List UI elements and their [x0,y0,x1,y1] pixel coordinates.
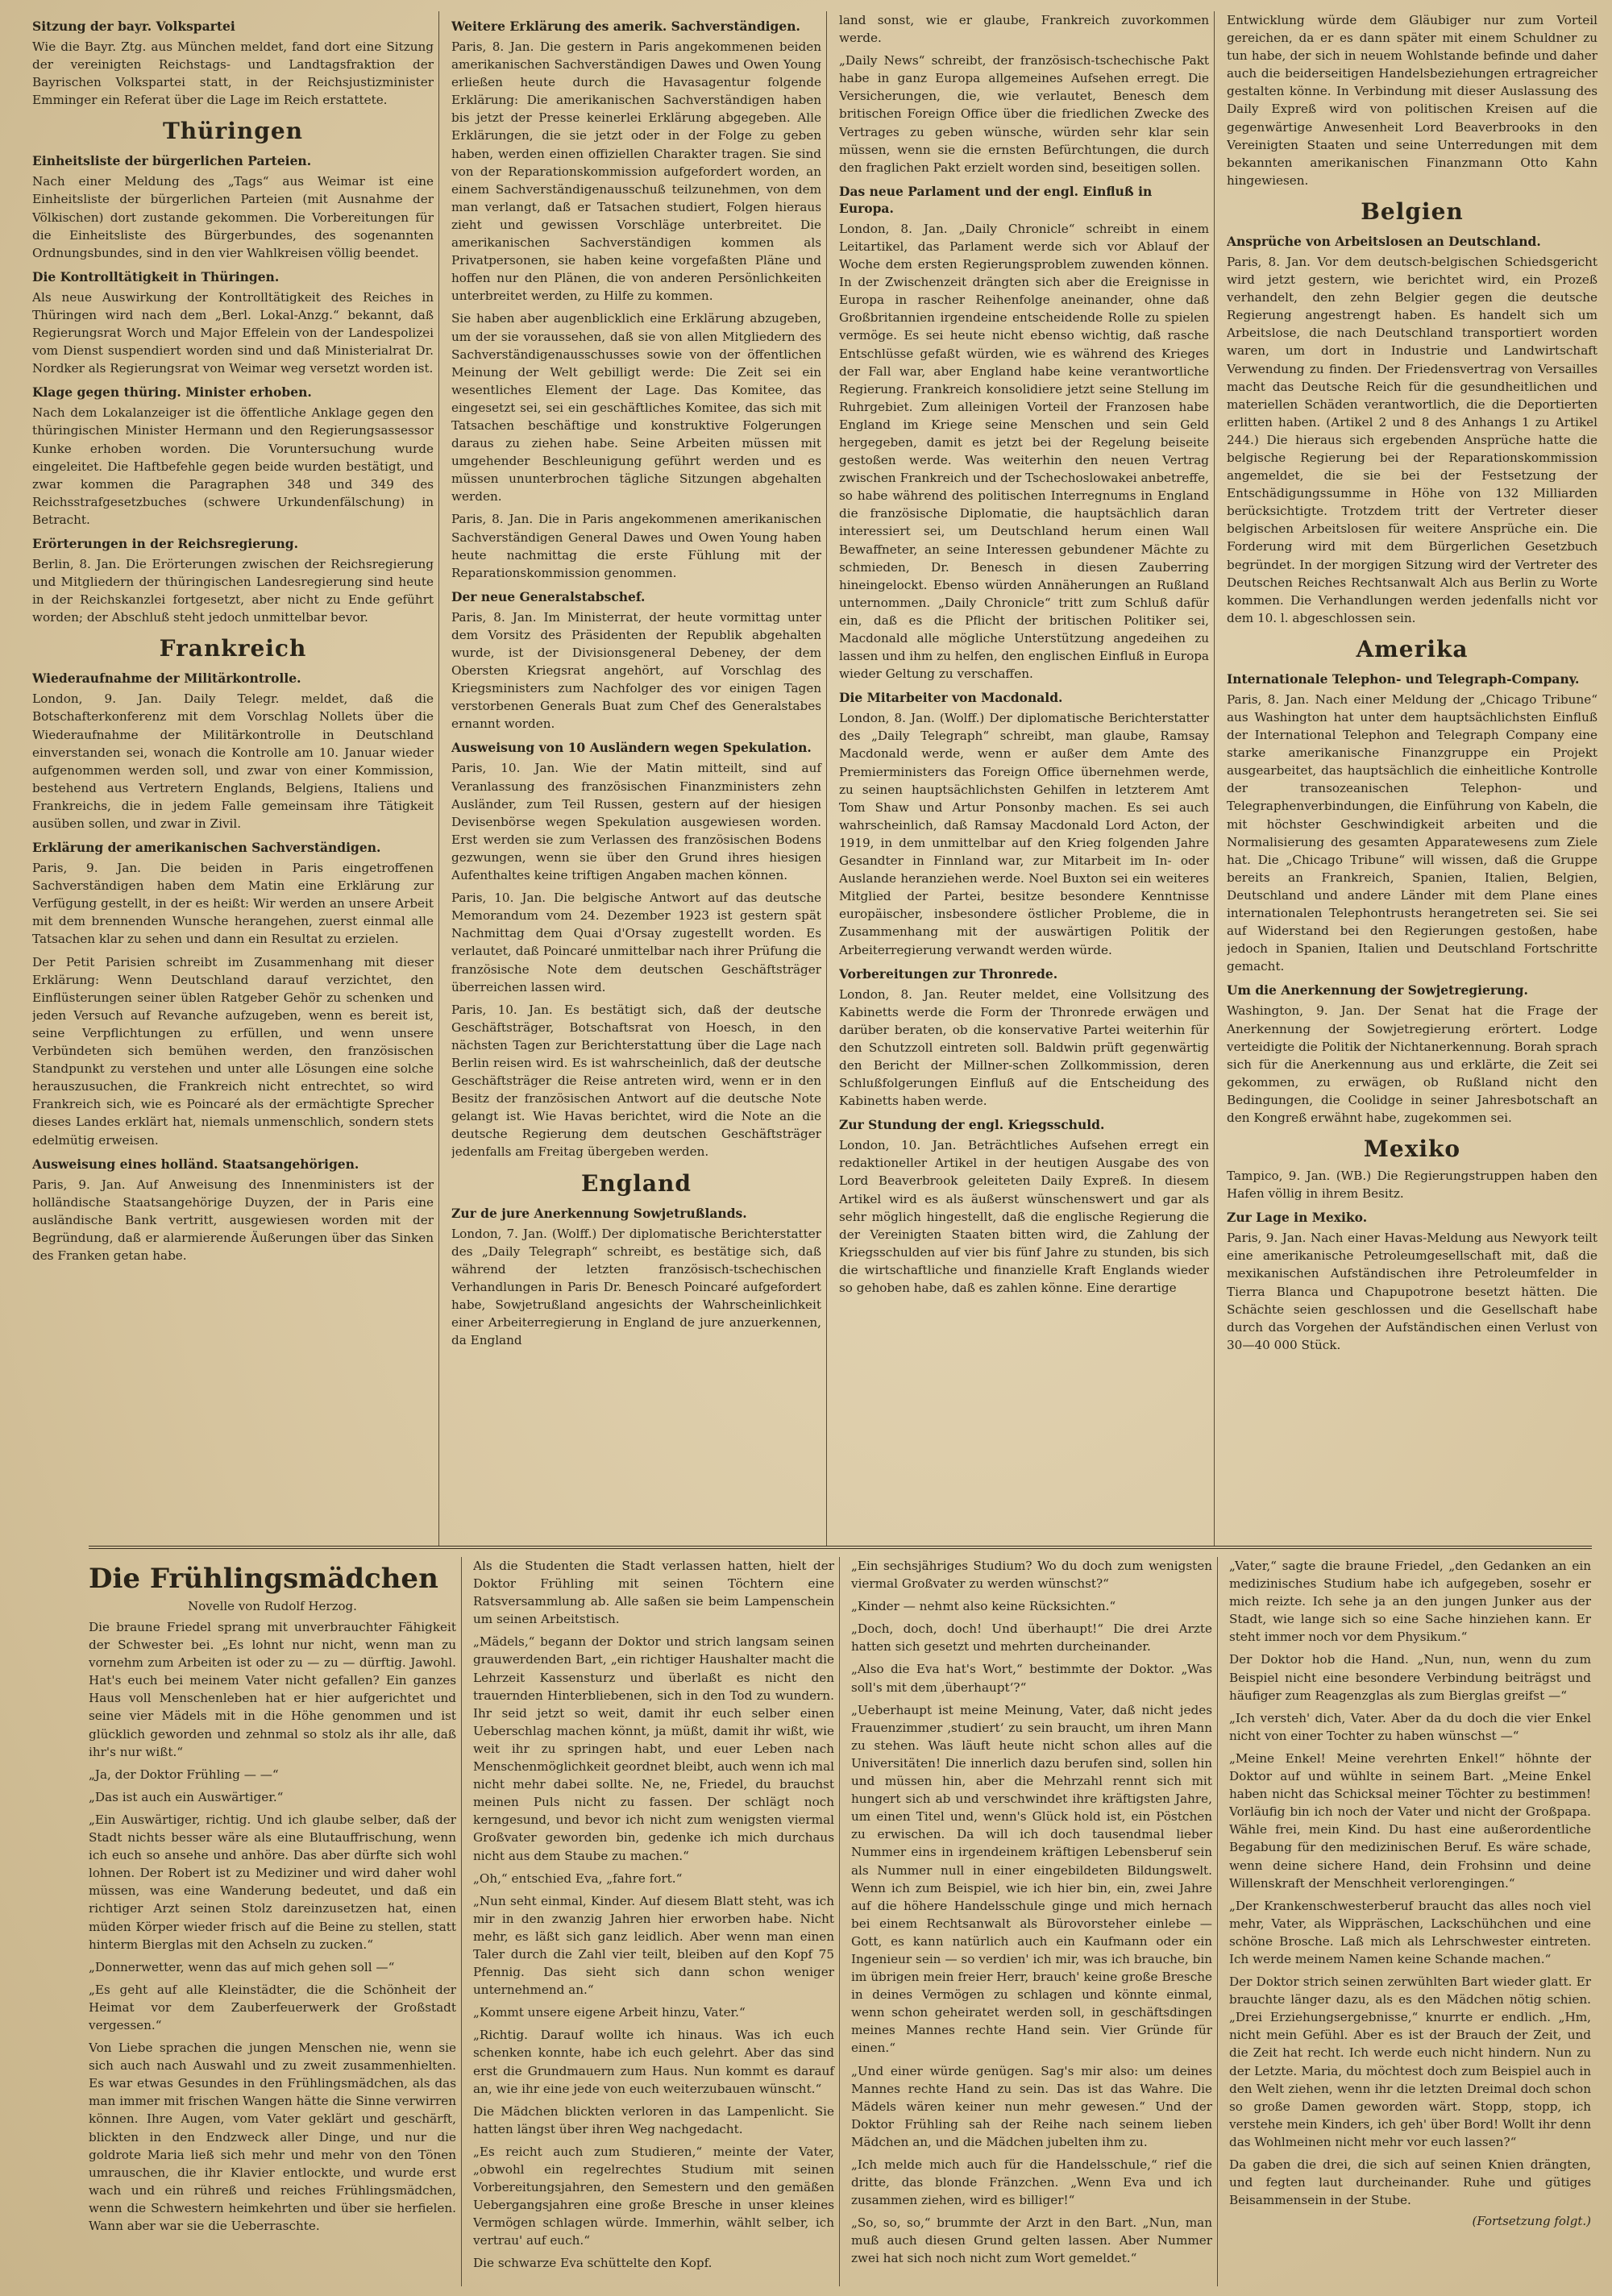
heading: Weitere Erklärung des amerik. Sachverständigen. [451,19,800,34]
paragraph: Paris, 8. Jan. Im Ministerrat, der heute vormittag unter dem Vorsitz des Präsidenten der Republik abgehalten wurde, ist der Divisionsgeneral Debeney, der dem Obersten Kriegsrat angehört, auf Vorschlag des Kriegsministers zum Nachfolger des vor einigen Tagen verstorbenen Generals Buat zum Chef des Generalstabes ernannt worden. [451,609,821,732]
heading: Wiederaufnahme der Militärkontrolle. [32,671,301,687]
paragraph: Paris, 8. Jan. Die in Paris angekommenen amerikanischen Sachverständigen General Dawes und Owen Young haben heute nachmittag die erste Fühlung mit der Reparationskommission genommen. [451,512,821,580]
paragraph: London, 9. Jan. Daily Telegr. meldet, daß die Botschafterkonferenz mit dem Vorschlag Nollets über die Wiederaufnahme der Militärkontrolle in Deutschland einverstanden sei, wonach die Kontrolle am 10. Januar wieder aufgenommen werden soll, und zwar von einer Kommission, bestehend aus Vertretern Englands, Belgiens, Italiens und Frankreichs, die in jedem Falle gemeinsam ihre Tätigkeit ausüben sollen, und zwar in Zivil. [32,691,434,831]
paragraph: „Es geht auf alle Kleinstädter, die die Schönheit der Heimat vor dem Zauberfeuerwerk der Großstadt vergessen.“ [89,1982,456,2032]
paragraph: „Oh,“ entschied Eva, „fahre fort.“ [473,1870,683,1886]
heading: Sitzung der bayr. Volkspartei [32,19,235,34]
feuilleton [89,1557,1596,2286]
paragraph: London, 10. Jan. Beträchtliches Aufsehen erregt ein redaktioneller Artikel in der heutigen Ausgabe des von Lord Beaverbrook geleiteten Daily Expreß. In diesem Artikel wird es als äußerst wünschenswert und gar als sehr möglich hingestellt, daß die englische Regierung die der Vereinigten Staaten bitten wird, die Zahlung der Kriegsschulden auf vier bis fünf Jahre zu stunden, bis sich die wirtschaftliche und finanzielle Kraft Englands wieder so gehoben habe, daß es zahlen könne. Eine derartige [839,1138,1209,1295]
story-byline: Novelle von Rudolf Herzog. [188,1599,357,1613]
news-columns [32,11,1604,1547]
heading: Erklärung der amerikanischen Sachverständigen. [32,840,381,856]
paragraph: „Ueberhaupt ist meine Meinung, Vater, daß nicht jedes Frauenzimmer ‚studiert‘ zu sein braucht, um ihren Mann zu stehen. Was läuft heute nicht schon alles auf die Universitäten! Die innerlich dazu berufen sind, sollen hin und müssen hin, aber die Mehrzahl rennt sich mit hungert sich ab und verschwindet ihre kräftigsten Jahre, um einen Titel und, wenn's Glück hold ist, ein Pöstchen zu erwischen. Da will ich doch tausendmal lieber Nummer eins in irgendeinem kräftigen Lebensberuf sein als Nummer null in einer eingebildeten Bildungswelt. Wenn ich zum Beispiel, wie ich hier bin, ein, zwei Jahre auf die höhere Handelsschule ginge und mich hernach bei einem Rechtsanwalt als Bürovorsteher einlebe — Gott, es kann natürlich auch ein Kaufmann oder ein Ingenieur sein — so verdien' ich mir, was ich brauche, bin im übrigen mein freier Herr, brauch' keine große Bresche in deines Vermögen zu schlagen und könnte einmal, wenn schon geheiratet werden soll, in geschäftsdingen meines Mannes rechte Hand sein. Vier Gründe für einen.“ [851,1702,1212,2056]
paragraph: Die braune Friedel sprang mit unverbrauchter Fähigkeit der Schwester bei. „Es lohnt nur nicht, wenn man zu vornehm zum Arbeiten ist oder zu — zu — dürftig. Jawohl. Hat's euch bei meinem Vater nicht gefallen? Ein ganzes Haus voll Menschenleben hat er hier aufgerichtet und seine vier Mädels mit in die Höhe genommen und ist glücklich geworden und zehnmal so stolz als ihr alle, daß ihr's nur wißt.“ [89,1620,456,1759]
heading: Erörterungen in der Reichsregierung. [32,535,299,551]
paragraph: Die Mädchen blickten verloren in das Lampenlicht. Sie hatten längst über ihren Weg nachgedacht. [473,2103,834,2136]
paragraph: London, 8. Jan. Reuter meldet, eine Vollsitzung des Kabinetts werde die Form der Thronrede erwägen und darüber beraten, ob die konservative Partei weiterhin für den Schutzzoll eintreten soll. Baldwin prüft gegenwärtig den Bericht der Millner-schen Zollkommission, deren Schlußfolgerungen Einfluß auf die Entscheidung des Kabinetts haben werde. [839,986,1209,1109]
section-title-frankreich: Frankreich [159,635,307,662]
heading: Zur Lage in Mexiko. [1227,1210,1368,1226]
paragraph: Paris, 9. Jan. Nach einer Havas-Meldung aus Newyork teilt eine amerikanische Petroleumgesellschaft mit, daß die mexikanischen Aufständischen ihre Petroleumfelder in Tierra Blanca und Chapupotrone besetzt hätten. Die Schächte seien geschlossen und die Gesellschaft habe durch das Vorgehen der Aufständischen einen Verlust von 30—40 000 Stück. [1227,1231,1597,1352]
paragraph: Paris, 8. Jan. Nach einer Meldung der „Chicago Tribune“ aus Washington hat unter dem hauptsächlichsten Einfluß der International Telephon and Telegraph Company eine starke amerikanische Finanzgruppe ein Projekt ausgearbeitet, das hauptsächlich die einheitliche Kontrolle der transozeanischen Telephon- und Telegraphenverbindungen, die Einführung von Kabeln, die mit höchster Geschwindigkeit arbeiten und die Normalisierung des gesamten Apparatewesens zum Ziele hat. Die „Chicago Tribune“ will wissen, daß die Gruppe bereits an Frankreich, Spanien, Italien, Belgien, Deutschland und andere Länder mit dem Plane eines internationalen Telephontrusts herangetreten sei. Sie sei auf Widerstand bei den Regierungen gestoßen, habe jedoch in Spanien, Italien und Deutschland Fortschritte gemacht. [1227,691,1597,974]
paragraph: Als neue Auswirkung der Kontrolltätigkeit des Reiches in Thüringen wird nach dem „Berl. Lokal-Anzg.“ bekannt, daß Regierungsrat Worch und Major Effelein von der Landespolizei vom Dienst suspendiert worden sind und daß Ministerialrat Dr. Nordker als Regierungsrat von Weimar weg versetzt worden ist. [32,289,434,376]
paragraph: „Das ist auch ein Auswärtiger.“ [89,1789,284,1804]
paragraph: „Kinder — nehmt also keine Rücksichten.“ [851,1599,1116,1614]
column-3 [839,11,1215,1547]
story-column-4 [1229,1557,1596,2286]
paragraph: „Es reicht auch zum Studieren,“ meinte der Vater, „obwohl ein regelrechtes Studium mit seinen Vorbereitungsjahren, den Semestern und den gemäßen Uebergangsjahren eine große Bresche in unser kleines Vermögen schlagen würde. Immerhin, wählt selber, ich vertrau' auf euch.“ [473,2144,834,2248]
paragraph: „Mädels,“ begann der Doktor und strich langsam seinen grauwerdenden Bart, „ein richtiger Haushalter macht die Lehrzeit Kassensturz und überlaßt es nicht den trauernden Hinterbliebenen, sich in den Tod zu wundern. Ihr seid jetzt so weit, damit ihr euch selber einen Ueberschlag machen könnt, ja müßt, damit ihr wißt, wie weit ihr zu springen habt, und euer Leben nach Menschenmöglichkeit geordnet bleibt, auch wenn ich mal nicht mehr dabei sollte. Ne, ne, Friedel, du brauchst meinen Puls nicht zu fassen. Der schlägt noch kerngesund, und bevor ich nicht zum wenigsten viermal Großvater geworden bin, gedenke ich mich durchaus nicht aus dem Staube zu machen.“ [473,1634,834,1863]
section-title-mexiko: Mexiko [1363,1136,1461,1163]
paragraph: „Meine Enkel! Meine verehrten Enkel!“ höhnte der Doktor auf und wühlte in seinem Bart. „Meine Enkel haben nicht das Schicksal meiner Töchter zu bestimmen! Vorläufig bin ich noch der Vater und nicht der Großpapa. Wähle frei, mein Kind. Du hast eine außerordentliche Begabung für den medizinischen Beruf. Es wäre schade, wenn deine sichere Hand, dein Frohsinn und deine Willenskraft der Menschheit verlorengingen.“ [1229,1750,1591,1891]
paragraph: „Und einer würde genügen. Sag's mir also: um deines Mannes rechte Hand zu sein. Das ist das Wahre. Die Mädels wären keiner nun mehr gewesen.“ Und der Doktor Frühling sah der Reihe nach seinem lieben Mädchen an, und die Mädchen jubelten ihm zu. [851,2063,1212,2149]
paragraph: Der Doktor hob die Hand. „Nun, nun, wenn du zum Beispiel nicht eine besondere Verbindung beiträgst und häufiger zum Reagenzglas als zum Bierglas greifst —“ [1229,1652,1591,1703]
paragraph: Wie die Bayr. Ztg. aus München meldet, fand dort eine Sitzung der vereinigten Reichstags- und Landtagsfraktion der Bayrischen Volkspartei statt, in der Reichsjustizminister Emminger ein Referat über die Lage im Reich erstattete. [32,39,434,108]
paragraph: Paris, 8. Jan. Vor dem deutsch-belgischen Schiedsgericht wird jetzt gestern, wie berichtet wird, ein Prozeß verhandelt, den zehn Belgier gegen die deutsche Regierung angestrengt haben. Es handelt sich um Arbeitslose, die nach Deutschland transportiert worden waren, um dort in Industrie und Landwirtschaft Verwendung zu finden. Der Friedensvertrag von Versailles macht das Deutsche Reich für die gesundheitlichen und materiellen Schäden verantwortlich, die die Deportierten erlitten haben. (Artikel 2 und 8 des Anhangs 1 zu Artikel 244.) Die hieraus sich ergebenden Ansprüche hatte die belgische Regierung bei der Reparationskommission angemeldet, die sie bei der Festsetzung der Entschädigungssumme in Höhe von 132 Milliarden berücksichtigte. Trotzdem tritt der Vertreter dieser belgischen Arbeitslosen für weitere Ansprüche ein. Die Forderung wird mit dem Bürgerlichen Gesetzbuch begründet. In der morgigen Sitzung wird der Vertreter des Deutschen Reiches Rechtsanwalt Alch aus Berlin zu Worte kommen. Die Verhandlungen werden jedenfalls nicht vor dem 10. l. abgeschlossen sein. [1227,254,1597,625]
paragraph: Paris, 9. Jan. Auf Anweisung des Innenministers ist der holländische Staatsangehörige Duyzen, der in Paris eine ausländische Bank vertritt, ausgewiesen worden mit der Begründung, daß er alarmierende Äußerungen über das Sinken des Franken getan habe. [32,1177,434,1263]
column-4 [1227,11,1602,1547]
heading: Klage gegen thüring. Minister erhoben. [32,384,312,401]
paragraph: „Ich versteh' dich, Vater. Aber da du doch die vier Enkel nicht von einer Tochter zu haben wünschst —“ [1229,1710,1591,1743]
heading: Um die Anerkennung der Sowjetregierung. [1227,982,1528,999]
paragraph: Paris, 10. Jan. Wie der Matin mitteilt, sind auf Veranlassung des französischen Finanzministers zehn Ausländer, zum Teil Russen, gestern auf der hiesigen Devisenbörse wegen Spekulation ausgewiesen worden. Erst werden sie zum Verlassen des französischen Bodens gezwungen, wenn sie über den Grund ihres hiesigen Aufenthaltes keine triftigen Angaben machen können. [451,761,821,883]
paragraph: Der Doktor strich seinen zerwühlten Bart wieder glatt. Er brauchte länger dazu, als es den Mädchen nötig schien. „Drei Erziehungsergebnisse,“ knurrte er endlich. „Hm, nicht mein Gefühl. Aber es ist der Brauch der Zeit, und die Zeit hat recht. Ich werde euch nicht hindern. Nun zu der Letzte. Maria, du möchtest doch zum Beispiel auch in den Welt ziehen, wenn ihr die letzten Dreimal doch schon so große Damen geworden wärt. Stopp, stopp, ich verstehe mein Kinders, ich geh' über Bord! Wollt ihr denn das Wohlmeinen nicht mehr vor euch lassen?“ [1229,1974,1591,2149]
paragraph: Paris, 8. Jan. Die gestern in Paris angekommenen beiden amerikanischen Sachverständigen Dawes und Owen Young erließen heute durch die Havasagentur folgende Erklärung: Die amerikanischen Sachverständigen haben bis jetzt der Presse keinerlei Erklärung abgegeben. Alle Erklärungen, die sie jetzt oder in der Folge zu geben haben, werden einen offiziellen Charakter tragen. Sie sind von der Reparationskommission aufgefordert worden, an einem Sachverständigenausschuß teilzunehmen, von dem man verlangt, daß er Tatsachen studiert, Folgen hieraus zieht und gewissen Vorschläge unterbreitet. Die amerikanischen Sachverständigen kommen als Privatpersonen, sie haben keine vorgefaßten Pläne und hoffen nur den Plänen, die von anderen Persönlichkeiten unterbreitet werden, zu Hilfe zu kommen. [451,39,821,304]
paragraph: Sie haben aber augenblicklich eine Erklärung abzugeben, um der sie voraussehen, daß sie von allen Mitgliedern des Sachverständigenausschusses sowie von der öffentlichen Meinung der Welt gebilligt werde: Die Zeit sei ein wesentliches Element der Lage. Das Komitee, das eingesetzt sei, sei ein geschäftliches Komitee, das sich mit Tatsachen beschäftige und konstruktive Folgerungen daraus zu ziehen habe. Seine Arbeiten müssen mit umgehender Beschleunigung geführt werden und es müssen ununterbrochen tägliche Sitzungen abgehalten werden. [451,311,821,504]
paragraph: „Ein Auswärtiger, richtig. Und ich glaube selber, daß der Stadt nichts besser wäre als eine Blutauffrischung, wenn ich euch so ansehe und anhöre. Das aber dürfte sich wohl lohnen. Der Robert ist zu Mediziner und wird daher wohl müssen, was eine Wanderung bedeutet, und daß ein richtiger Arzt seinen Stolz dareinzusetzen hat, einen müden Körper wieder frisch auf die Beine zu stellen, statt hinterm Bierglas mit den Achseln zu zucken.“ [89,1812,456,1952]
paragraph: Da gaben die drei, die sich auf seinen Knien drängten, und fegten laut durcheinander. Ruhe und gütiges Beisammensein in der Stube. [1229,2157,1591,2208]
paragraph: Tampico, 9. Jan. (WB.) Die Regierungstruppen haben den Hafen völlig in ihrem Besitz. [1227,1169,1597,1202]
heading: Die Kontrolltätigkeit in Thüringen. [32,268,280,284]
heading: Internationale Telephon- und Telegraph-Company. [1227,671,1580,687]
paragraph: „Daily News“ schreibt, der französisch-tschechische Pakt habe in ganz Europa allgemeines Aufsehen erregt. Die Versicherungen, die, wie verlautet, Benesch dem britischen Foreign Office über die friedlichen Zwecke des Vertrages zu geben wünsche, würden sehr klar sein müssen, wenn sie die ernsten Befürchtungen, die durch den fraglichen Pakt erzielt worden sind, beseitigen sollen. [839,53,1209,175]
column-2 [451,11,827,1547]
paragraph: Washington, 9. Jan. Der Senat hat die Frage der Anerkennung der Sowjetregierung erörtert. Lodge verteidigte die Politik der Nichtanerkennung. Borah sprach sich für die Anerkennung aus und erklärte, die Zeit sei gekommen, zu erwägen, ob Rußland nicht den Bedingungen, die Coolidge in seiner Jahresbotschaft an den Kongreß erwähnt habe, zugekommen sei. [1227,1003,1597,1125]
heading: Ansprüche von Arbeitslosen an Deutschland. [1227,233,1541,249]
section-title-belgien: Belgien [1361,197,1464,225]
heading: Einheitsliste der bürgerlichen Parteien. [32,153,312,169]
paragraph: Der Petit Parisien schreibt im Zusammenhang mit dieser Erklärung: Wenn Deutschland darauf verzichtet, den Einflüsterungen seiner üblen Ratgeber Gehör zu schenken und jeden Versuch auf Revanche aufzugeben, wenn es bereit ist, seine Verpflichtungen zu erfüllen, und wenn unsere Verbündeten sich bemühen werden, den französischen Standpunkt zu verstehen und unter alle Lösungen eine solche herauszusuchen, die Frankreich nicht entrechtet, so wird Frankreich sich, wie es Poincaré als der ermächtigte Sprecher dieses Landes erklärt hat, niemals unmenschlich, sondern stets edelmütig erweisen. [32,954,434,1148]
paragraph: „Ich melde mich auch für die Handelsschule,“ rief die dritte, das blonde Fränzchen. „Wenn Eva und ich zusammen ziehen, wird es billiger!“ [851,2157,1212,2208]
paragraph: Von Liebe sprachen die jungen Menschen nie, wenn sie sich auch nach Auswahl und zu zweit zusammenhielten. Es war etwas Gesundes in den Frühlingsmädchen, als das man immer mit frischen Wangen hätte die Sinne verwirren können. Ihre Augen, vom Vater geklärt und geschärft, blickten in den Endzweck aller Dinge, und nur die goldrote Maria ließ sich mehr und mehr von den Tönen umrauschen, die ihr Klavier entlockte, und wurde erst wach und ein rühreß und reiches Frühlingsmädchen, wenn die Schwestern heimkehrten und über sie herfielen. Wann aber war sie die Ueberraschte. [89,2041,456,2233]
paragraph: Nach einer Meldung des „Tags“ aus Weimar ist eine Einheitsliste der bürgerlichen Parteien (mit Ausnahme der Völkischen) dort zustande gekommen. Die Vorbereitungen für die Einheitsliste des Bürgerbundes, des sogenannten Ordnungsbundes, sind in den vier Wahlkreisen völlig beendet. [32,174,434,260]
story-column-3 [851,1557,1218,2286]
paragraph: „Der Krankenschwesterberuf braucht das alles noch viel mehr, Vater, als Wippräschen, Lackschühchen und eine schöne Brosche. Laß mich als Lehrschwester eintreten. Ich werde meinem Namen keine Schande machen.“ [1229,1898,1591,1966]
paragraph: „Donnerwetter, wenn das auf mich gehen soll —“ [89,1959,395,1974]
paragraph: „Richtig. Darauf wollte ich hinaus. Was ich euch schenken konnte, habe ich euch gelehrt. Aber das sind erst die Grundmauern zum Haus. Nun kommt es darauf an, wie ihr eine jede von euch weiterzubauen wünscht.“ [473,2028,834,2096]
paragraph: „Nun seht einmal, Kinder. Auf diesem Blatt steht, was ich mir in den zwanzig Jahren hier erworben habe. Nicht mehr, es läßt sich ganz leidlich. Aber wenn man einen Taler durch die Zahl vier teilt, bleiben auf den Kopf 75 Pfennig. Das sieht sich dann schon weniger unternehmend an.“ [473,1893,834,1998]
paragraph: „Vater,“ sagte die braune Friedel, „den Gedanken an ein medizinisches Studium habe ich aufgegeben, sosehr er mich reizte. Ich sehe ja an den jungen Junker aus der Stadt, wie lange sich so eine Sache hinziehen kann. Er steht immer noch vor dem Physikum.“ [1229,1559,1591,1645]
continuation-note: (Fortsetzung folgt.) [1472,2214,1591,2229]
paragraph: „Also die Eva hat's Wort,“ bestimmte der Doktor. „Was soll's mit dem ‚überhaupt‘?“ [851,1662,1212,1695]
heading: Ausweisung eines holländ. Staatsangehörigen. [32,1156,359,1172]
paragraph: Paris, 10. Jan. Die belgische Antwort auf das deutsche Memorandum vom 24. Dezember 1923 ist gestern spät Nachmittag dem Quai d'Orsay zugestellt worden. Es verlautet, daß Poincaré unmittelbar nach ihrer Prüfung die französische Note dem deutschen Geschäftsträger überreichen lassen wird. [451,891,821,994]
feuilleton-divider [89,1546,1592,1549]
heading: Zur de jure Anerkennung Sowjetrußlands. [451,1205,747,1221]
paragraph: Die schwarze Eva schüttelte den Kopf. [473,2256,713,2271]
heading: Das neue Parlament und der engl. Einfluß in Europa. [839,183,1153,216]
paragraph: „So, so, so,“ brummte der Arzt in den Bart. „Nun, man muß auch diesen Grund gelten lassen. Aber Nummer zwei hat sich noch nicht zum Wort gemeldet.“ [851,2215,1212,2266]
paragraph: „Ja, der Doktor Frühling — —“ [89,1767,279,1782]
story-column-2 [473,1557,840,2286]
paragraph: Als die Studenten die Stadt verlassen hatten, hielt der Doktor Frühling mit seinen Töchtern eine Ratsversammlung ab. Alle saßen sie beim Lampenschein um seinen Arbeitstisch. [473,1559,834,1627]
column-1 [32,11,439,1547]
story-title: Die Frühlingsmädchen [89,1563,438,1595]
section-title-amerika: Amerika [1356,635,1469,662]
paragraph: Paris, 10. Jan. Es bestätigt sich, daß der deutsche Geschäftsträger, Botschaftsrat von Hoesch, in den nächsten Tagen zur Berichterstattung über die Lage nach Berlin reisen wird. Es ist wahrscheinlich, daß der deutsche Geschäftsträger die Reise antreten wird, wenn er in den Besitz der französischen Antwort auf die deutsche Note gelangt ist. Wie Havas berichtet, wird die Note an die deutsche Regierung dem deutschen Geschäftsträger jedenfalls am Freitag übergeben werden. [451,1002,821,1160]
heading: Ausweisung von 10 Ausländern wegen Spekulation. [451,740,812,756]
heading: Zur Stundung der engl. Kriegsschuld. [839,1117,1105,1133]
section-title-thueringen: Thüringen [162,118,304,145]
paragraph: „Doch, doch, doch! Und überhaupt!“ Die drei Arzte hatten sich gesetzt und mehrten durcheinander. [851,1621,1212,1655]
story-column-1 [89,1557,462,2286]
heading: Der neue Generalstabschef. [451,588,646,604]
paragraph: Nach dem Lokalanzeiger ist die öffentliche Anklage gegen den thüringischen Minister Hermann und den Regierungsassessor Kunke erhoben worden. Die Voruntersuchung wurde eingeleitet. Die Haftbefehle gegen beide wurden bestätigt, und zwar kommen die Paragraphen 348 und 349 des Reichsstrafgesetzbuches (schwere Urkundenfälschung) in Betracht. [32,405,434,527]
paragraph: London, 8. Jan. (Wolff.) Der diplomatische Berichterstatter des „Daily Telegraph“ schreibt, man glaube, Ramsay Macdonald werde, wenn er außer dem Amte des Premierministers das Foreign Office übernehmen werde, zu seinen hauptsächlichsten Gehilfen in letzterem Amt Tom Shaw und Artur Ponsonby machen. Es sei auch wahrscheinlich, daß Ramsay Macdonald Lord Acton, der 1919, in dem unmittelbar auf den Krieg folgenden Jahre Gesandter in Finnland war, zur Mitarbeit im In- oder Auslande heranziehen werde. Noel Buxton sei ein weiteres Mitglied der Partei, besitze besondere Kenntnisse europäischer, insbesondere östlicher Probleme, die in Zusammenhang mit der auswärtigen Politik der Arbeiterregierung verwandt werden würde. [839,711,1209,957]
heading: Die Mitarbeiter von Macdonald. [839,690,1063,706]
paragraph: Paris, 9. Jan. Die beiden in Paris eingetroffenen Sachverständigen haben dem Matin eine Erklärung zur Verfügung gestellt, in der es heißt: Wir werden an unsere Arbeit mit dem brennenden Wunsche herangehen, zuerst einmal alle Tatsachen klar zu sehen und dann ein Resultat zu erzielen. [32,861,434,947]
paragraph: „Kommt unsere eigene Arbeit hinzu, Vater.“ [473,2005,746,2020]
paragraph: land sonst, wie er glaube, Frankreich zuvorkommen werde. [839,13,1209,46]
paragraph: Entwicklung würde dem Gläubiger nur zum Vorteil gereichen, da er es dann später mit einem Schuldner zu tun habe, der sich in neuem Wohlstande befinde und daher auch die beiderseitigen Handelsbeziehungen ertragreicher gestalten könne. In Verbindung mit dieser Auslassung des Daily Expreß wird von politischen Kreisen auf die gegenwärtige Anwesenheit Lord Beaverbrooks in den Vereinigten Staaten und seine Unterredungen mit dem bekannten amerikanischen Finanzmann Otto Kahn hingewiesen. [1227,13,1597,188]
paragraph: London, 8. Jan. „Daily Chronicle“ schreibt in einem Leitartikel, das Parlament werde sich vor Ablauf der Woche dem ersten Regierungsproblem zuwenden können. In der Zwischenzeit drängten sich aber die Ereignisse in Europa in rascher Reihenfolge aneinander, ohne daß Großbritannien irgendeine entscheidende Rolle zu spielen vermöge. Es sei heute nicht ebenso wichtig, daß rasche Entschlüsse gefaßt würden, wie es während des Krieges der Fall war, aber England habe keine verantwortliche Regierung. Frankreich konsolidiere jetzt seine Stellung im Ruhrgebiet. Zum alleinigen Vorteil der Franzosen habe England im Kriege seine Menschen und sein Geld hergegeben, damit es jetzt bei der Regelung beiseite gestoßen werde. Was weiterhin den neuen Vertrag zwischen Frankreich und der Tschechoslowakei anbetreffe, so habe während des politischen Interregnums in England die französische Diplomatie, die hauptsächlich daran interessiert sei, um Deutschland herum einen Wall Bewaffneter, an seine Interessen gebundener Mächte zu schmieden, Dr. Benesch in diesen Zauberring hineingelockt. Ebenso würden Annäherungen an Rußland unternommen. „Daily Chronicle“ tritt zum Schluß dafür ein, daß es die Pflicht der britischen Politiker sei, Macdonald alle mögliche Unterstützung angedeihen zu lassen und ihm zu helfen, den englischen Einfluß in Europa wieder Geltung zu verschaffen. [839,221,1209,682]
paragraph: „Ein sechsjähriges Studium? Wo du doch zum wenigsten viermal Großvater zu werden wünschst?“ [851,1559,1212,1592]
heading: Vorbereitungen zur Thronrede. [839,965,1058,982]
paragraph: Berlin, 8. Jan. Die Erörterungen zwischen der Reichsregierung und Mitgliedern der thüringischen Landesregierung sind heute in der Reichskanzlei fortgesetzt, aber nicht zu Ende geführt worden; der Abschluß steht jedoch unmittelbar bevor. [32,556,434,625]
paragraph: London, 7. Jan. (Wolff.) Der diplomatische Berichterstatter des „Daily Telegraph“ schreibt, es bestätige sich, daß während der letzten französisch-tschechischen Verhandlungen in Paris Dr. Benesch Poincaré aufgefordert habe, Sowjetrußland angesichts der Wahrscheinlichkeit einer Arbeiterregierung in England de jure anzuerkennen, da England [451,1226,821,1348]
section-title-england: England [581,1169,692,1197]
